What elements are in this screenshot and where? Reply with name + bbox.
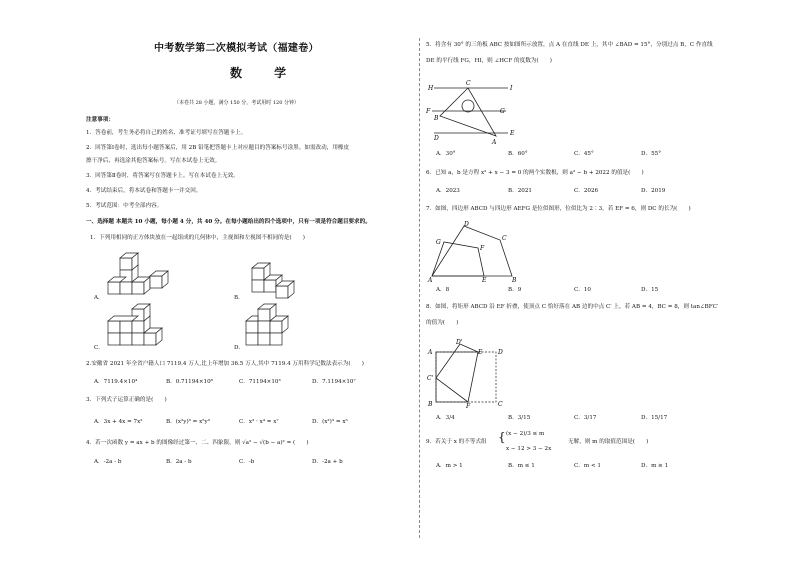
instructions-heading: 注意事项： bbox=[86, 117, 114, 123]
fig8-label-c: C bbox=[498, 401, 503, 408]
question-3-option-d: D．(x²)³ = x⁵ bbox=[312, 419, 348, 425]
right-column bbox=[426, 0, 776, 562]
column-divider bbox=[419, 38, 420, 538]
question-5-stem-line2: DE 的平行线 FG，HI，则 ∠HCF 的度数为( ) bbox=[426, 58, 552, 64]
fig7-label-f: F bbox=[480, 245, 485, 252]
fig8-label-e: E bbox=[478, 349, 483, 356]
cube-figure-b bbox=[244, 260, 304, 305]
question-5-option-c: C．45° bbox=[574, 151, 594, 157]
question-7-option-a: A．8 bbox=[436, 287, 450, 293]
fig5-label-d: D bbox=[434, 135, 439, 142]
instruction-item: 3．回答第Ⅱ卷时，将答案写在答题卡上。写在本试卷上无效。 bbox=[86, 173, 239, 179]
fig5-label-h: H bbox=[428, 85, 434, 92]
fig5-label-g: G bbox=[500, 108, 505, 115]
fig7-label-a: A bbox=[428, 277, 433, 284]
question-2-stem: 2.安徽省 2021 年全省户籍人口 7119.4 万人,比上年增加 36.5 万人,其中 7119.4 万用科学记数法表示为( ) bbox=[86, 361, 364, 367]
fig8-label-d: D bbox=[498, 349, 503, 356]
question-4-option-a: A．-2a - b bbox=[94, 459, 122, 465]
section-heading: 一、选择题 本题共 10 小题，每小题 4 分，共 40 分。在每小题给出的四个选项中，只有一项是符合题目要求的。 bbox=[86, 219, 371, 225]
exam-title: 中考数学第二次模拟考试（福建卷） bbox=[154, 43, 319, 54]
question-3-option-c: C．x³ · x⁴ = x⁷ bbox=[239, 419, 279, 425]
question-2-option-d: D．7.1194×10⁷ bbox=[312, 379, 356, 385]
question-5-figure bbox=[426, 76, 521, 146]
cube-figure-a bbox=[106, 250, 176, 302]
question-9-option-b: B．m ≤ 1 bbox=[508, 463, 535, 469]
question-6-stem: 6．已知 a，b 是方程 x² + x − 3 = 0 的两个实数根，则 a² − b + 2022 的值是( ) bbox=[426, 170, 644, 176]
question-7-option-d: D．15 bbox=[641, 287, 659, 293]
question-7-option-b: B．9 bbox=[508, 287, 522, 293]
question-6-option-c: C．2026 bbox=[574, 188, 599, 194]
question-8-option-b: B．3/15 bbox=[508, 415, 531, 421]
question-8-option-a: A．3/4 bbox=[436, 415, 455, 421]
question-9-system-line1: (x − 2)/3 ≤ m bbox=[506, 431, 545, 437]
fig7-label-d: D bbox=[464, 221, 469, 228]
instruction-item: 1．答卷前，考生务必将自己的姓名、准考证号填写在答题卡上。 bbox=[86, 130, 247, 136]
question-9-option-a: A．m > 1 bbox=[436, 463, 463, 469]
question-9-system-line2: x − 12 > 3 − 2x bbox=[506, 446, 552, 452]
instruction-item: 2．回答第Ⅰ卷时，选出每小题答案后，用 2B 铅笔把答题卡上对应题目的答案标号涂黑。如需改动，用橡皮 bbox=[86, 145, 350, 151]
question-8-option-d: D．15/17 bbox=[641, 415, 668, 421]
question-6-option-a: A．2023 bbox=[436, 188, 460, 194]
question-4-option-d: D．-2a + b bbox=[312, 459, 343, 465]
question-1-option-d: D． bbox=[234, 345, 245, 351]
fig5-label-c: C bbox=[466, 80, 471, 87]
brace-glyph: { bbox=[498, 430, 506, 444]
question-3-option-b: B．(x²y)³ = x⁵y³ bbox=[166, 419, 210, 425]
instruction-item: 擦干净后，再选涂其他答案标号。写在本试卷上无效。 bbox=[86, 158, 221, 164]
fig7-label-b: B bbox=[512, 277, 517, 284]
question-9-stem-pre: 9．若关于 x 的不等式组 bbox=[426, 439, 487, 445]
fig5-label-f: F bbox=[426, 108, 431, 115]
question-3-stem: 3．下列式子运算正确的是( ) bbox=[86, 397, 167, 403]
fig5-label-a: A bbox=[492, 139, 497, 146]
question-7-stem: 7．如图，四边形 ABCD 与四边形 AEFG 是位似图形，位似比为 2∶3，若 EF = 6，则 DC 的长为( ) bbox=[426, 206, 691, 212]
question-6-option-b: B．2021 bbox=[508, 188, 532, 194]
question-7-option-c: C．10 bbox=[574, 287, 591, 293]
question-4-option-b: B．2a - b bbox=[166, 459, 192, 465]
question-8-stem-line1: 8．如图，将矩形 ABCD 沿 EF 折叠，使顶点 C 恰好落在 AB 边的中点 C′ 上，若 AB = 4，BC = 8，则 tan∠BFC′ bbox=[426, 304, 719, 310]
instruction-item: 5．考试范围：中考全部内容。 bbox=[86, 203, 163, 209]
instruction-item: 4．考试结束后，将本试卷和答题卡一并交回。 bbox=[86, 188, 202, 194]
fig8-label-f: F bbox=[466, 403, 471, 408]
question-2-option-b: B．0.71194×10⁸ bbox=[166, 379, 213, 385]
question-6-option-d: D．2019 bbox=[641, 188, 666, 194]
cube-figure-c bbox=[106, 303, 176, 351]
fig5-label-e: E bbox=[510, 130, 515, 137]
exam-note: （本卷共 28 小题，满分 150 分，考试用时 120 分钟） bbox=[174, 100, 299, 106]
question-8-figure bbox=[426, 338, 516, 408]
question-9-option-d: D．m ≥ 1 bbox=[641, 463, 669, 469]
fig7-label-c: C bbox=[502, 235, 507, 242]
question-8-option-c: C．3/17 bbox=[574, 415, 597, 421]
question-4-option-c: C．-b bbox=[239, 459, 255, 465]
question-9-stem-post: 无解，则 m 的取值范围是( ) bbox=[568, 439, 649, 445]
fig7-label-e: E bbox=[482, 277, 487, 284]
question-5-option-a: A．30° bbox=[436, 151, 456, 157]
fig8-label-d-prime: D' bbox=[456, 339, 463, 346]
fig8-label-a: A bbox=[428, 349, 433, 356]
subject-title: 数 学 bbox=[230, 66, 301, 80]
question-5-option-d: D．55° bbox=[641, 151, 661, 157]
question-5-option-b: B．60° bbox=[508, 151, 528, 157]
fig7-label-g: G bbox=[436, 239, 441, 246]
fig5-label-b: B bbox=[434, 115, 439, 122]
question-8-stem-line2: 的值为( ) bbox=[426, 320, 459, 326]
question-1-option-b: B． bbox=[234, 295, 244, 301]
left-column bbox=[84, 0, 414, 562]
question-1-option-a: A． bbox=[94, 295, 104, 301]
question-3-option-a: A．3x + 4x = 7x² bbox=[94, 419, 143, 425]
question-9-option-c: C．m < 1 bbox=[574, 463, 601, 469]
question-7-figure bbox=[426, 218, 521, 284]
cube-figure-d bbox=[244, 303, 314, 351]
question-2-option-c: C．71194×10³ bbox=[239, 379, 281, 385]
fig8-label-c-prime: C' bbox=[427, 375, 434, 382]
question-5-stem-line1: 5．将含有 30° 的三角板 ABC 按如图所示放置，点 A 在直线 DE 上，其中 ∠BAD = 15°，分别过点 B，C 作直线 bbox=[426, 42, 713, 48]
question-4-stem: 4．若一次函数 y = ax + b 的图像经过第一、二、四象限，则 √a² − √(b − a)² = ( ) bbox=[86, 440, 309, 446]
question-1-option-c: C． bbox=[94, 345, 104, 351]
question-2-option-a: A．7119.4×10⁴ bbox=[94, 379, 138, 385]
question-1-stem: 1．下列用相同的正方体块放在一起组成的几何体中，主视图和左视图不相同的是( ) bbox=[90, 235, 305, 241]
fig5-label-i: I bbox=[510, 85, 513, 92]
fig8-label-b: B bbox=[428, 401, 433, 408]
